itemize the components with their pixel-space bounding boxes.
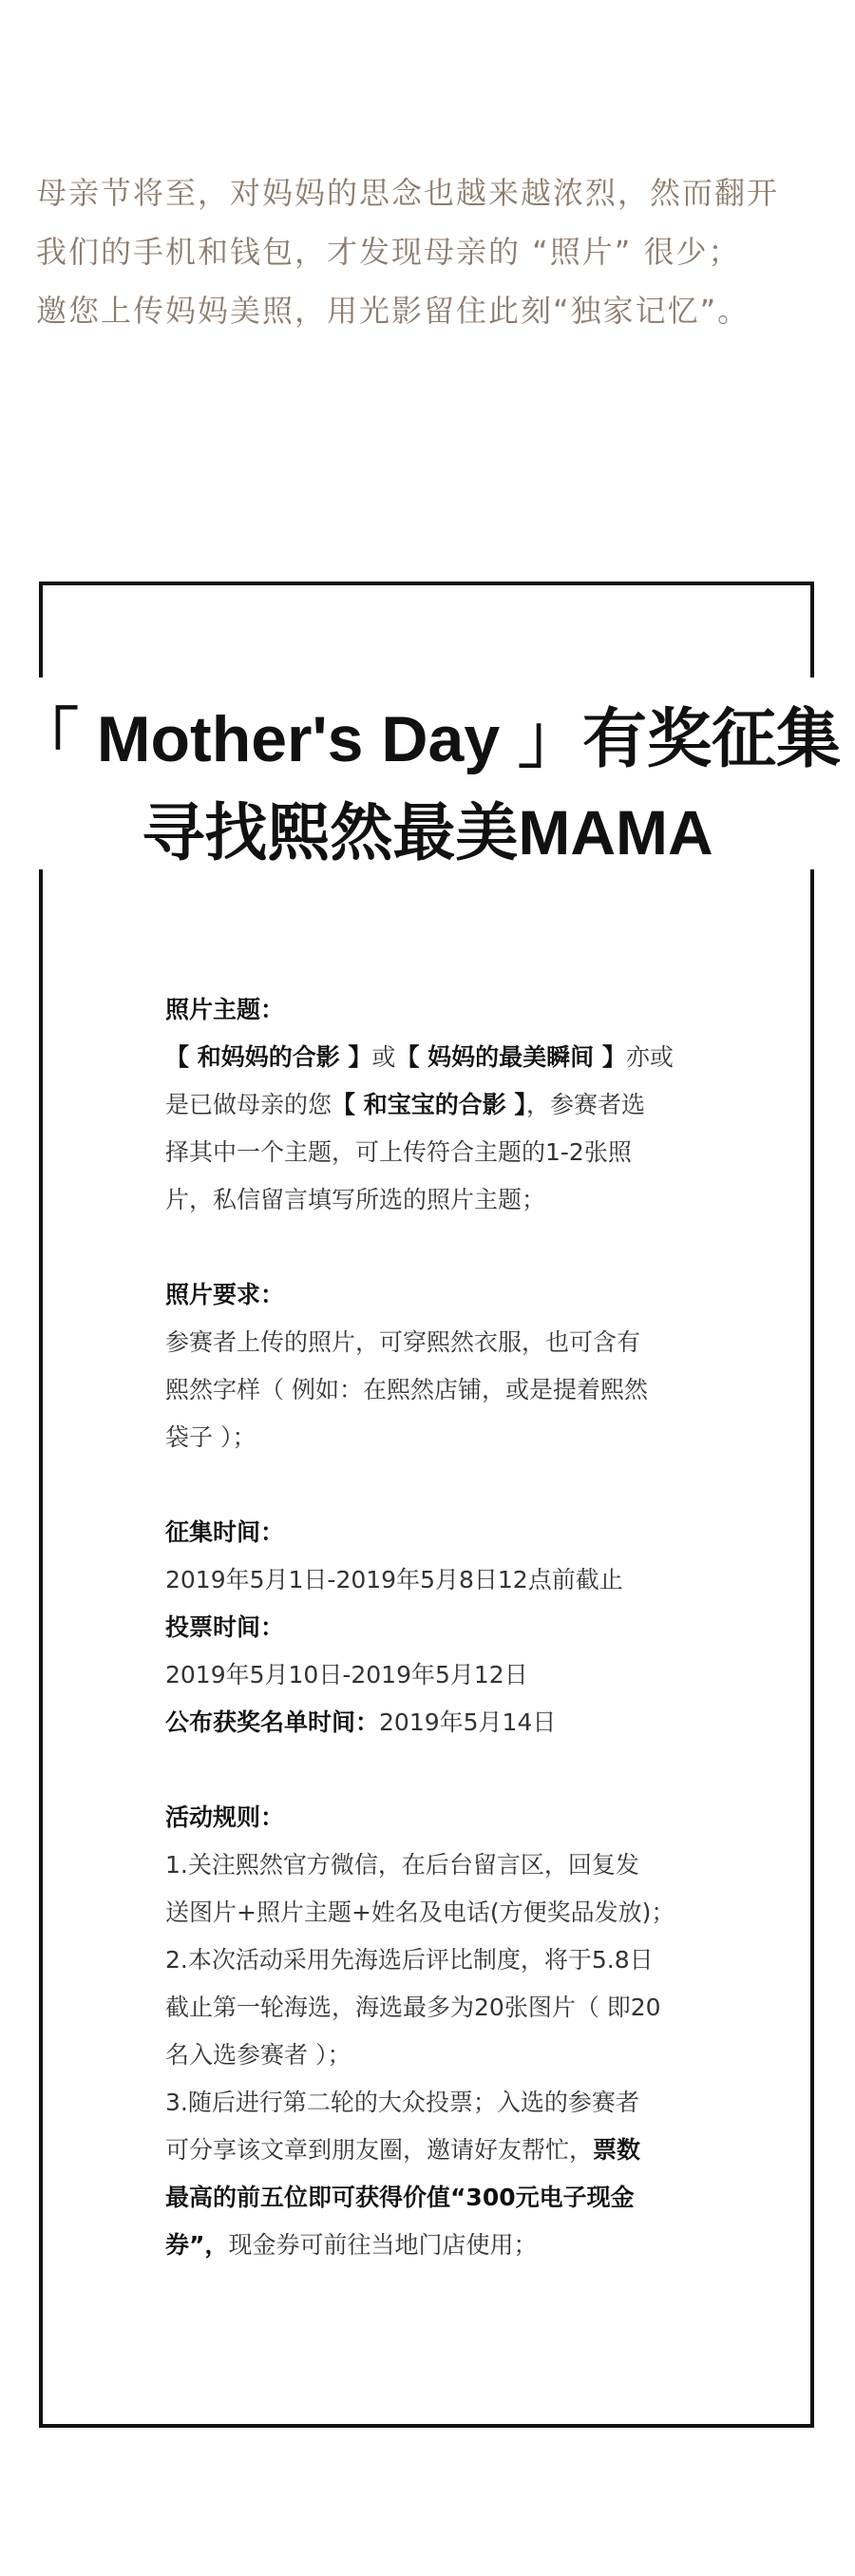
intro-text xyxy=(36,163,834,340)
vote-heading: 投票时间： xyxy=(165,1613,285,1641)
collect-heading: 征集时间： xyxy=(165,1518,285,1546)
rules-heading: 活动规则： xyxy=(165,1803,285,1831)
intro-line: 邀您上传妈妈美照，用光影留住此刻“独家记忆”。 xyxy=(36,293,750,329)
vote-value: 2019年5月10日-2019年5月12日 xyxy=(165,1661,528,1689)
rules-highlight: 券”， xyxy=(165,2231,229,2259)
rules-line: 2.本次活动采用先海选后评比制度，将于5.8日 xyxy=(165,1946,654,1974)
rules-highlight: 票数 xyxy=(593,2136,641,2164)
announce-heading: 公布获奖名单时间： xyxy=(165,1708,380,1736)
rules-line xyxy=(165,2127,707,2174)
theme-line: 片，私信留言填写所选的照片主题； xyxy=(165,1186,546,1213)
rules-line: 截止第一轮海选，海选最多为20张图片（ 即20 xyxy=(165,1994,661,2021)
theme-line: 择其中一个主题，可上传符合主题的1-2张照 xyxy=(165,1138,632,1166)
requirement-line: 袋子 ）； xyxy=(165,1423,256,1451)
theme-or-also: 亦或 xyxy=(625,1043,674,1071)
announce-line xyxy=(165,1699,707,1746)
requirement-line: 参赛者上传的照片，可穿熙然衣服，也可含有 xyxy=(165,1328,641,1356)
rules-text: 可分享该文章到朋友圈，邀请好友帮忙， xyxy=(165,2136,594,2164)
theme-text: ，参赛者选 xyxy=(525,1091,645,1118)
rules-line: 1.关注熙然官方微信，在后台留言区，回复发 xyxy=(165,1851,639,1879)
theme-or: 或 xyxy=(371,1043,396,1071)
rules-line xyxy=(165,2222,707,2269)
theme-option-2: 【 妈妈的最美瞬间 】 xyxy=(395,1043,626,1071)
rules-line: 送图片+照片主题+姓名及电话(方便奖品发放)； xyxy=(165,1899,675,1926)
title-line-1: 「 Mother's Day 」有奖征集 xyxy=(13,703,842,775)
rules-line: 名入选参赛者 ）； xyxy=(165,2041,352,2069)
intro-line: 我们的手机和钱包，才发现母亲的 “照片” 很少； xyxy=(36,234,741,270)
rules-content xyxy=(165,986,707,2269)
theme-text: 是已做母亲的您 xyxy=(165,1091,332,1118)
title-line-2: 寻找熙然最美MAMA xyxy=(142,797,713,868)
rules-highlight-line: 最高的前五位即可获得价值“300元电子现金 xyxy=(165,2184,635,2211)
requirement-line: 熙然字样（ 例如：在熙然店铺，或是提着熙然 xyxy=(165,1376,648,1403)
theme-line xyxy=(165,1034,707,1081)
intro-line: 母亲节将至，对妈妈的思念也越来越浓烈，然而翻开 xyxy=(36,175,780,211)
theme-option-3: 【 和宝宝的合影 】 xyxy=(332,1091,526,1118)
requirement-heading: 照片要求： xyxy=(165,1281,285,1308)
theme-heading: 照片主题： xyxy=(165,996,285,1023)
rules-text: 现金券可前往当地门店使用； xyxy=(228,2231,538,2259)
theme-line xyxy=(165,1081,707,1129)
rules-line: 3.随后进行第二轮的大众投票；入选的参赛者 xyxy=(165,2089,639,2116)
collect-value: 2019年5月1日-2019年5月8日12点前截止 xyxy=(165,1566,623,1593)
theme-option-1: 【 和妈妈的合影 】 xyxy=(165,1043,372,1071)
announce-value: 2019年5月14日 xyxy=(379,1708,557,1736)
